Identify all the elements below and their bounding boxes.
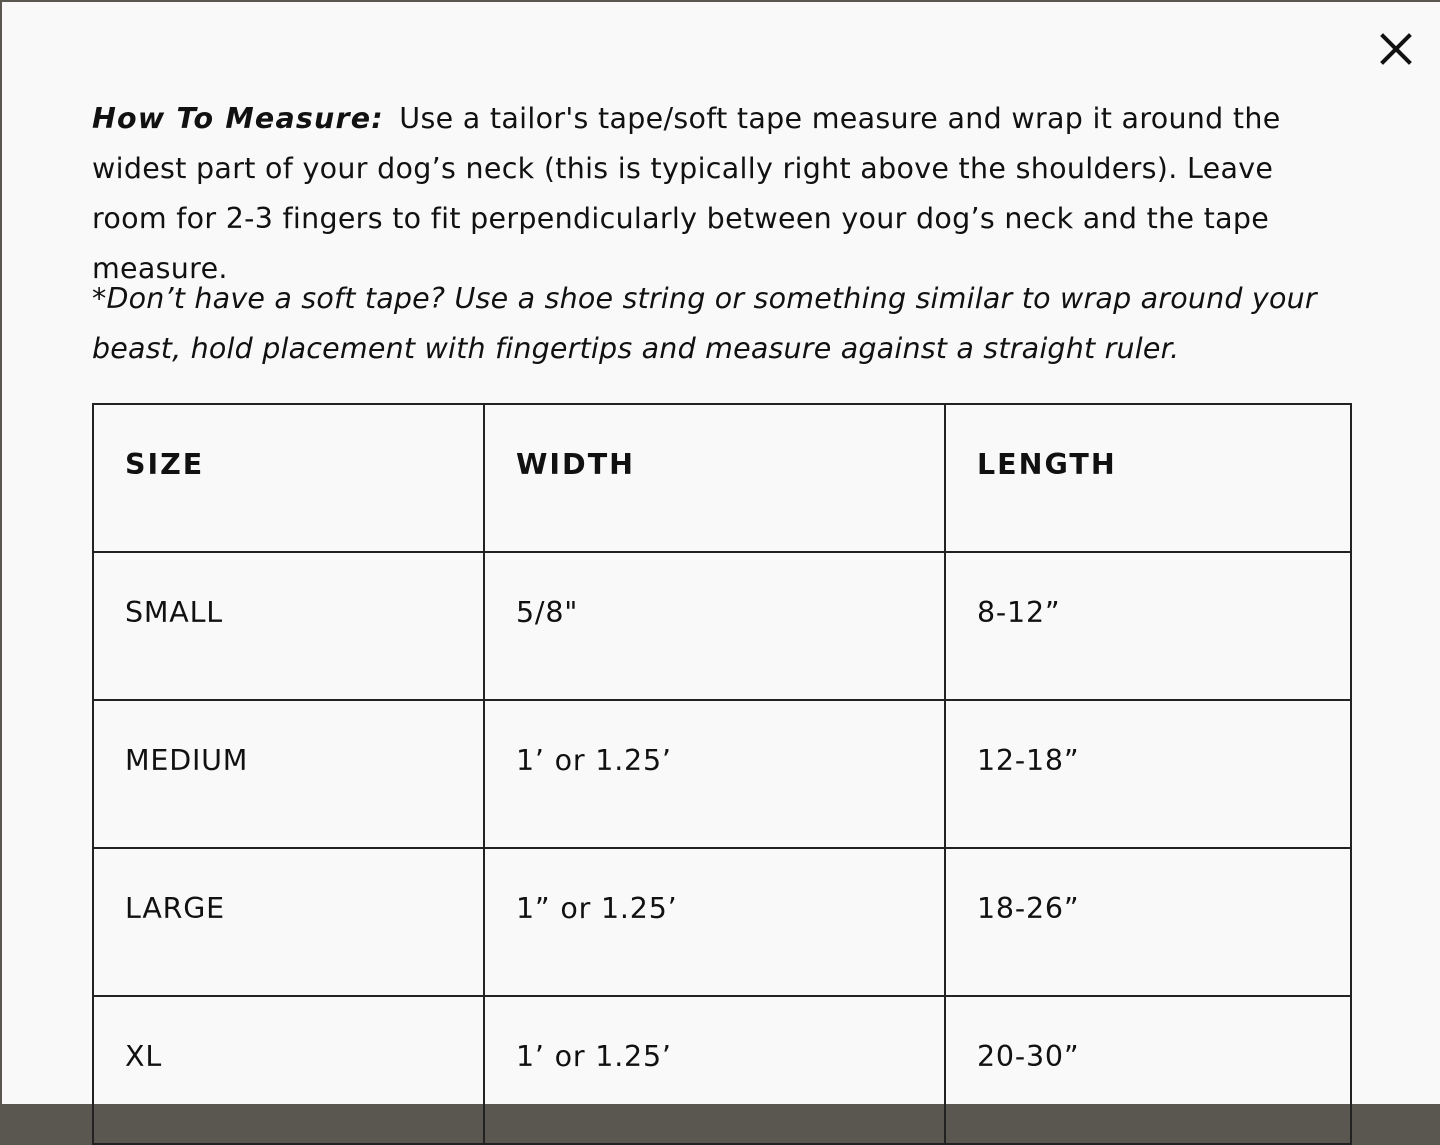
table-row <box>93 700 1351 848</box>
size-cell: LARGE <box>93 848 484 996</box>
column-header-length: LENGTH <box>945 404 1351 552</box>
length-cell: 18-26” <box>945 848 1351 996</box>
table-row <box>93 848 1351 996</box>
length-cell: 20-30” <box>945 996 1351 1144</box>
size-cell: MEDIUM <box>93 700 484 848</box>
measure-instructions-label: How To Measure: <box>92 102 384 135</box>
size-cell: XL <box>93 996 484 1144</box>
close-button[interactable] <box>1379 32 1413 66</box>
length-cell: 8-12” <box>945 552 1351 700</box>
column-header-size: SIZE <box>93 404 484 552</box>
width-cell: 1” or 1.25’ <box>484 848 945 996</box>
table-header-row <box>93 404 1351 552</box>
width-cell: 1’ or 1.25’ <box>484 996 945 1144</box>
length-cell: 12-18” <box>945 700 1351 848</box>
size-cell: SMALL <box>93 552 484 700</box>
table-row <box>93 996 1351 1144</box>
measure-instructions-text: Use a tailor's tape/soft tape measure and wrap it around the widest part of your dog’s neck (this is typically right above the shoulders). Leave room for 2-3 fingers to fit perpendicularly between your dog’s neck and the tape measure. <box>92 102 1281 285</box>
measure-instructions <box>92 94 1332 294</box>
size-guide-modal <box>2 2 1440 1104</box>
soft-tape-note: *Don’t have a soft tape? Use a shoe string or something similar to wrap around your beast, hold placement with fingertips and measure against a straight ruler. <box>92 282 1317 365</box>
close-icon <box>1379 32 1413 66</box>
width-cell: 5/8" <box>484 552 945 700</box>
table-row <box>93 552 1351 700</box>
width-cell: 1’ or 1.25’ <box>484 700 945 848</box>
size-table <box>92 403 1352 1145</box>
column-header-width: WIDTH <box>484 404 945 552</box>
